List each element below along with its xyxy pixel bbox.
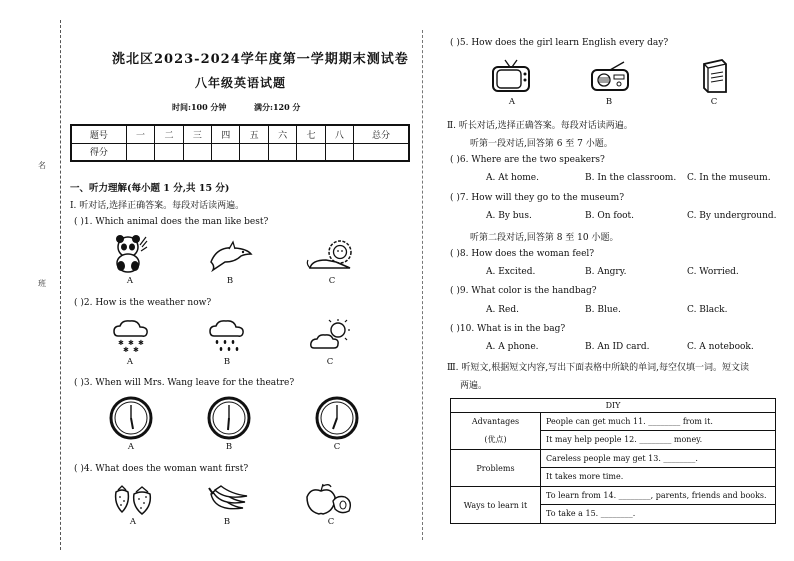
score-cell[interactable] [268,143,296,161]
option-label: C [327,517,335,527]
score-header: 一 [126,125,154,143]
question-7: ( )7. How will they go to the museum? [450,193,625,203]
score-cell[interactable] [155,143,183,161]
ways-content [541,487,776,524]
dialog2-instruction: 听第二段对话,回答第 8 至 10 小题。 [470,233,619,243]
score-cell[interactable] [240,143,268,161]
dialog1-instruction: 听第一段对话,回答第 6 至 7 小题。 [470,139,613,149]
option-10b: B. An ID card. [585,342,650,352]
problems-content [541,450,776,487]
score-header: 三 [183,125,211,143]
question-4: ( )4. What does the woman want first? [74,464,249,474]
blank-15-line[interactable]: To take a 15. ________. [546,509,636,518]
option-7a: A. By bus. [486,211,532,221]
score-header: 题号 [71,125,126,143]
option-label: A [127,442,135,452]
part2-instruction: Ⅱ. 听长对话,选择正确答案。每段对话读两遍。 [447,121,633,131]
exam-score: 满分:120 分 [254,102,301,112]
score-cell[interactable] [297,143,325,161]
score-cell[interactable] [354,143,409,161]
lion-icon [306,238,356,274]
apple-icon [303,481,355,517]
advantages-label-en: Advantages [471,417,520,426]
binding-line [60,20,61,550]
score-header: 四 [212,125,240,143]
option-9c: C. Black. [687,305,728,315]
part1-instruction: Ⅰ. 听对话,选择正确答案。每段对话读两遍。 [70,201,245,211]
snow-cloud-icon [112,318,150,354]
option-8b: B. Angry. [585,267,627,277]
question-2: ( )2. How is the weather now? [74,298,212,308]
option-label: A [508,97,516,107]
option-9a: A. Red. [486,305,519,315]
radio-icon [590,60,630,92]
advantages-content [541,413,776,450]
option-label: B [223,517,231,527]
section-heading-listening: 一、听力理解(每小题 1 分,共 15 分) [70,183,230,194]
ways-label: Ways to learn it [451,487,541,524]
rain-cloud-icon [208,318,246,354]
question-6: ( )6. Where are the two speakers? [450,155,605,165]
question-5: ( )5. How does the girl learn English every day? [450,38,669,48]
diy-table [450,398,776,524]
svg-text:✱: ✱ [123,346,129,354]
question-1: ( )1. Which animal does the man like best? [74,217,269,227]
dolphin-icon [207,240,253,272]
option-10a: A. A phone. [486,342,539,352]
advantages-label-cn: (优点) [484,435,507,444]
score-header: 八 [325,125,353,143]
strawberry-icon [112,482,154,516]
option-label: A [126,276,134,286]
part3-instruction: Ⅲ. 听短文,根据短文内容,写出下面表格中所缺的单词,每空仅填一词。短文读 [447,363,749,373]
blank-13-line[interactable]: Careless people may get 13. ________. [541,450,775,468]
problems-label: Problems [451,450,541,487]
score-row-label: 得分 [71,143,126,161]
score-cell[interactable] [325,143,353,161]
svg-text:✱: ✱ [128,339,134,347]
score-header: 五 [240,125,268,143]
option-label: C [710,97,718,107]
option-label: C [326,357,334,367]
score-cell[interactable] [212,143,240,161]
option-8a: A. Excited. [486,267,536,277]
margin-mark-class: 班 [38,279,46,288]
question-8: ( )8. How does the woman feel? [450,249,595,259]
blank-12-line[interactable]: It may help people 12. ________ money. [546,435,703,444]
option-6b: B. In the classroom. [585,173,677,183]
option-6a: A. At home. [486,173,539,183]
tv-icon [491,58,531,94]
column-divider [422,30,423,540]
option-9b: B. Blue. [585,305,621,315]
margin-mark-name: 名 [38,161,46,170]
score-header: 二 [155,125,183,143]
option-label: B [605,97,613,107]
option-label: B [225,442,233,452]
exam-subtitle: 八年级英语试题 [195,76,287,90]
clock-icon [315,396,359,440]
panda-icon [112,233,148,273]
svg-text:✱: ✱ [118,339,124,347]
score-cell[interactable] [126,143,154,161]
svg-text:✱: ✱ [138,339,144,347]
question-9: ( )9. What color is the handbag? [450,286,597,296]
option-10c: C. A notebook. [687,342,754,352]
option-label: C [328,276,336,286]
blank-11-line[interactable]: People can get much 11. ________ from it. [541,413,775,431]
score-header: 七 [297,125,325,143]
exam-title: 洮北区2023-2024学年度第一学期期末测试卷 [112,52,409,67]
score-header: 总分 [354,125,409,143]
book-icon [700,58,730,94]
option-6c: C. In the museum. [687,173,771,183]
blank-14-line[interactable]: To learn from 14. ________, parents, friends and books. [541,487,775,505]
score-cell[interactable] [183,143,211,161]
option-label: A [129,517,137,527]
question-10: ( )10. What is in the bag? [450,324,566,334]
score-header: 六 [268,125,296,143]
option-7c: C. By underground. [687,211,777,221]
option-7b: B. On foot. [585,211,635,221]
diy-header: DIY [451,399,776,413]
option-label: B [226,276,234,286]
svg-text:✱: ✱ [133,346,139,354]
banana-icon [207,484,249,516]
problem-2-line: It takes more time. [546,472,624,481]
option-label: A [126,357,134,367]
advantages-label [451,413,541,450]
part3-instruction-cont: 两遍。 [460,381,488,391]
option-8c: C. Worried. [687,267,739,277]
exam-time: 时间:100 分钟 [172,102,227,112]
clock-icon [207,396,251,440]
question-3: ( )3. When will Mrs. Wang leave for the theatre? [74,378,295,388]
option-label: B [223,357,231,367]
score-table [70,124,410,162]
sun-cloud-icon [310,318,352,352]
clock-icon [109,396,153,440]
option-label: C [333,442,341,452]
